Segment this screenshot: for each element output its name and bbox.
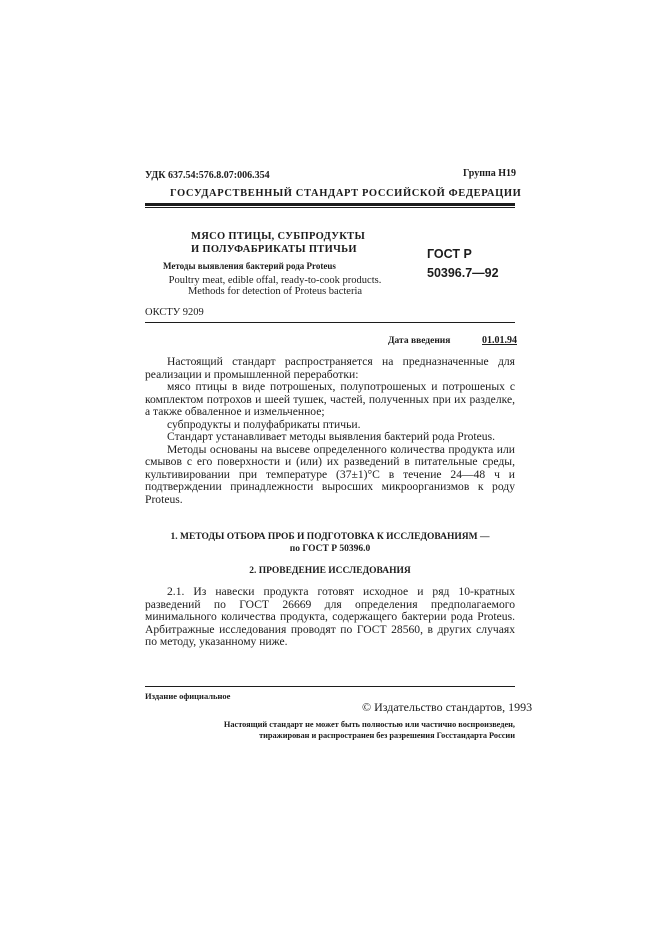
english-title	[160, 275, 390, 297]
section-2-paragraph-1: 2.1. Из навески продукта готовят исходное и ряд 10-кратных разведений по ГОСТ 26669 для определения предполагаемого минимального количества продукта, содержащего бактерии рода Proteus. Арбитражные исследования проводят по ГОСТ 28560, в других случаях по методу, указанному ниже.	[145, 585, 515, 648]
official-edition-label: Издание официальное	[145, 691, 231, 701]
copyright-notice: © Издательство стандартов, 1993	[362, 700, 533, 714]
body-paragraph-3: субпродукты и полуфабрикаты птичьи.	[167, 417, 361, 431]
intro-date-label: Дата введения	[388, 336, 451, 346]
gost-number: 50396.7—92	[427, 266, 499, 280]
document-title	[191, 230, 365, 256]
okstu-code: ОКСТУ 9209	[145, 307, 204, 318]
section-1-heading	[145, 531, 515, 555]
english-title-line-2: Methods for detection of Proteus bacteria	[187, 286, 363, 297]
header-rule-thick	[145, 203, 515, 206]
english-title-line-1: Poultry meat, edible offal, ready-to-cook products.	[168, 275, 382, 286]
group-code: Группа Н19	[463, 168, 516, 179]
section-2-text	[145, 586, 515, 649]
header-rule-thin	[145, 207, 515, 208]
footer-rule	[145, 686, 515, 687]
gost-label: ГОСТ Р	[427, 247, 472, 261]
section-rule	[145, 322, 515, 323]
reproduction-notice-line-1: Настоящий стандарт не может быть полностью или частично воспроизведен,	[223, 720, 515, 729]
reproduction-notice	[145, 719, 515, 741]
state-standard-heading: ГОСУДАРСТВЕННЫЙ СТАНДАРТ РОССИЙСКОЙ ФЕДЕРАЦИИ	[170, 188, 522, 199]
udk-code: УДК 637.54:576.8.07:006.354	[145, 170, 270, 181]
section-2-heading: 2. ПРОВЕДЕНИЕ ИССЛЕДОВАНИЯ	[249, 566, 411, 576]
body-paragraph-1: Настоящий стандарт распространяется на предназначенные для реализации и промышленной переработки:	[145, 355, 515, 381]
document-subtitle: Методы выявления бактерий рода Proteus	[163, 261, 336, 271]
body-paragraph-2: мясо птицы в виде потрошеных, полупотрошеных и потрошеных с комплектом потрохов и шеей тушек, частей, полученных при их разделке, а также обваленное и измельченное;	[145, 380, 515, 418]
body-paragraph-5: Методы основаны на высеве определенного количества продукта или смывов с его поверхности и (или) их разведений в питательные среды, культивировании при температуре (37±1)°С в течение 24—48 ч и подтверждении принадлежности выросших микроорганизмов к роду Proteus.	[145, 442, 515, 506]
intro-text	[145, 356, 515, 506]
section-1-line-1: 1. МЕТОДЫ ОТБОРА ПРОБ И ПОДГОТОВКА К ИССЛЕДОВАНИЯМ —	[170, 532, 490, 542]
gost-designation	[427, 245, 499, 283]
body-paragraph-4: Стандарт устанавливает методы выявления бактерий рода Proteus.	[167, 430, 495, 443]
reproduction-notice-line-2: тиражирован и распространен без разрешения Госстандарта России	[259, 731, 515, 740]
intro-date-value: 01.01.94	[482, 335, 517, 346]
title-line-2: И ПОЛУФАБРИКАТЫ ПТИЧЬИ	[191, 244, 357, 255]
section-1-line-2: по ГОСТ Р 50396.0	[289, 544, 371, 554]
title-line-1: МЯСО ПТИЦЫ, СУБПРОДУКТЫ	[191, 231, 366, 242]
